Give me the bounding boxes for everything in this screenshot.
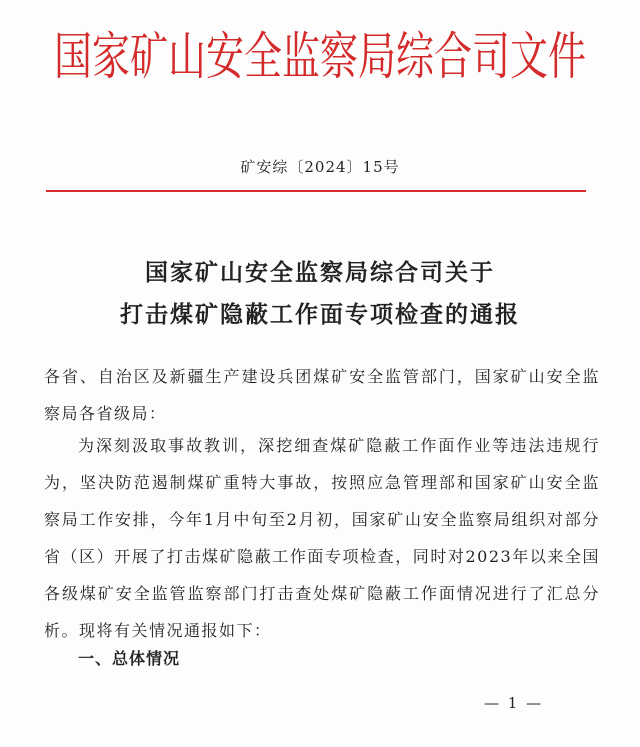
section-heading: 一、总体情况 <box>78 649 181 668</box>
document-title-line-1: 国家矿山安全监察局综合司关于 <box>145 260 495 286</box>
body-paragraph: 为深刻汲取事故教训，深挖细查煤矿隐蔽工作面作业等违法违规行为，坚决防范遏制煤矿重特大事故，按照应急管理部和国家矿山安全监察局工作安排，今年1月中旬至2月初，国家矿山安全监察局组织对部分省（区）开展了打击煤矿隐蔽工作面专项检查，同时对2023年以来全国各级煤矿安全监管监察部门打击查处煤矿隐蔽工作面情况进行了汇总分析。现将有关情况通报如下： <box>44 436 600 640</box>
issuer-title: 国家矿山安全监察局综合司文件 <box>53 26 586 87</box>
red-divider <box>46 190 586 192</box>
page-number: — 1 — <box>484 694 544 712</box>
salutation: 各省、自治区及新疆生产建设兵团煤矿安全监管部门，国家矿山安全监察局各省级局： <box>44 367 600 423</box>
document-number: 矿安综〔2024〕15号 <box>240 158 400 176</box>
document-title-line-2: 打击煤矿隐蔽工作面专项检查的通报 <box>120 302 520 328</box>
